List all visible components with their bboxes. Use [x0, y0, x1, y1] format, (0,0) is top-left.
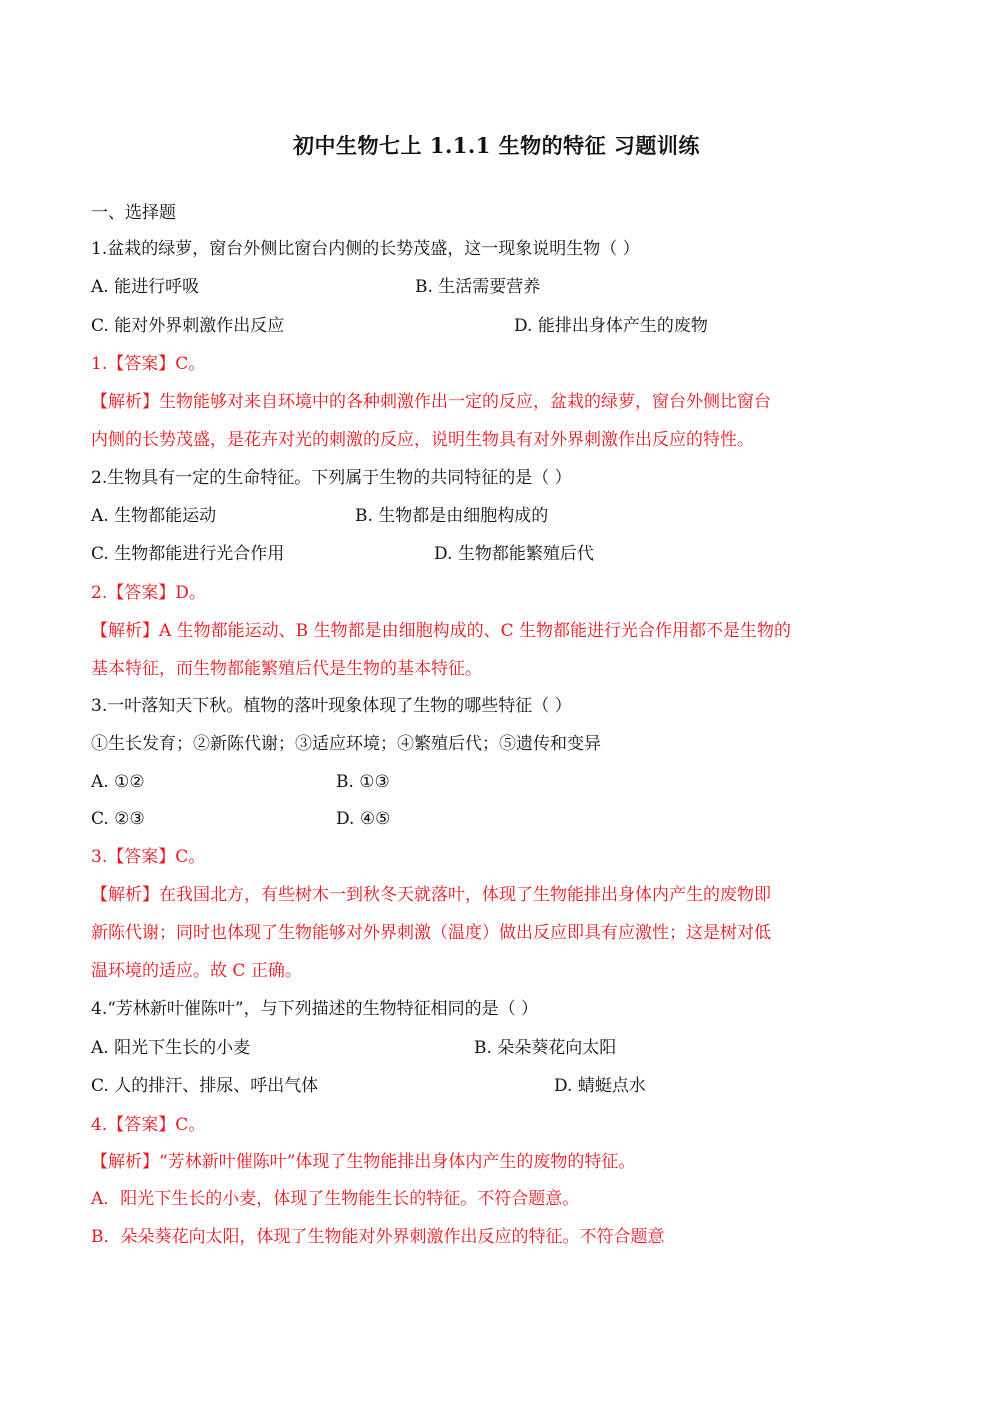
question-4-analysis-line-2: A．阳光下生长的小麦，体现了生物能生长的特征。不符合题意。: [91, 1189, 580, 1209]
question-1-analysis-line-1: 【解析】生物能够对来自环境中的各种刺激作出一定的反应，盆栽的绿萝，窗台外侧比窗台: [91, 392, 771, 412]
question-4-analysis-line-3: B．朵朵葵花向太阳，体现了生物能对外界刺激作出反应的特征。不符合题意: [91, 1227, 665, 1247]
question-2-answer: 2.【答案】D。: [91, 583, 206, 603]
question-2-stem: 2.生物具有一定的生命特征。下列属于生物的共同特征的是（ ）: [91, 468, 572, 488]
question-2-option-a: A. 生物都能运动: [91, 506, 217, 526]
question-3-stem: 3.一叶落知天下秋。植物的落叶现象体现了生物的哪些特征（ ）: [91, 696, 572, 716]
question-4-option-a: A. 阳光下生长的小麦: [91, 1038, 251, 1058]
question-2-analysis-line-1: 【解析】A 生物都能运动、B 生物都是由细胞构成的、C 生物都能进行光合作用都不是生物的: [91, 621, 791, 641]
section-heading: 一、选择题: [91, 203, 176, 223]
question-2-analysis-line-2: 基本特征，而生物都能繁殖后代是生物的基本特征。: [91, 659, 482, 679]
question-3-option-c: C. ②③: [91, 809, 145, 829]
question-2-option-c: C. 生物都能进行光合作用: [91, 544, 285, 564]
question-3-analysis-line-3: 温环境的适应。故 C 正确。: [91, 961, 302, 981]
question-4-option-c: C. 人的排汗、排尿、呼出气体: [91, 1076, 319, 1096]
question-3-option-a: A. ①②: [91, 772, 145, 792]
question-1-option-c: C. 能对外界刺激作出反应: [91, 316, 285, 336]
question-1-option-d: D. 能排出身体产生的废物: [514, 316, 708, 336]
question-3-analysis-line-1: 【解析】在我国北方，有些树木一到秋冬天就落叶，体现了生物能排出身体内产生的废物即: [91, 885, 771, 905]
page-title: 初中生物七上 1.1.1 生物的特征 习题训练: [293, 133, 700, 158]
question-1-option-b: B. 生活需要营养: [415, 277, 541, 297]
question-4-stem: 4.“芳林新叶催陈叶”，与下列描述的生物特征相同的是（ ）: [91, 999, 539, 1019]
question-1-stem: 1.盆栽的绿萝，窗台外侧比窗台内侧的长势茂盛，这一现象说明生物（ ）: [91, 239, 640, 259]
question-3-option-d: D. ④⑤: [336, 809, 391, 829]
question-4-analysis-line-1: 【解析】“芳林新叶催陈叶”体现了生物能排出身体内产生的废物的特征。: [91, 1152, 636, 1172]
question-1-option-a: A. 能进行呼吸: [91, 277, 200, 297]
question-3-option-b: B. ①③: [336, 772, 390, 792]
question-1-analysis-line-2: 内侧的长势茂盛，是花卉对光的刺激的反应，说明生物具有对外界刺激作出反应的特性。: [91, 430, 754, 450]
question-4-option-d: D. 蜻蜓点水: [554, 1076, 646, 1096]
question-3-items: ①生长发育；②新陈代谢；③适应环境；④繁殖后代；⑤遗传和变异: [91, 734, 601, 754]
question-3-analysis-line-2: 新陈代谢；同时也体现了生物能够对外界刺激（温度）做出反应即具有应激性；这是树对低: [91, 923, 771, 943]
question-3-answer: 3.【答案】C。: [91, 847, 206, 867]
question-4-answer: 4.【答案】C。: [91, 1115, 206, 1135]
question-1-answer: 1.【答案】C。: [91, 354, 206, 374]
question-2-option-d: D. 生物都能繁殖后代: [434, 544, 594, 564]
question-2-option-b: B. 生物都是由细胞构成的: [355, 506, 549, 526]
question-4-option-b: B. 朵朵葵花向太阳: [474, 1038, 617, 1058]
